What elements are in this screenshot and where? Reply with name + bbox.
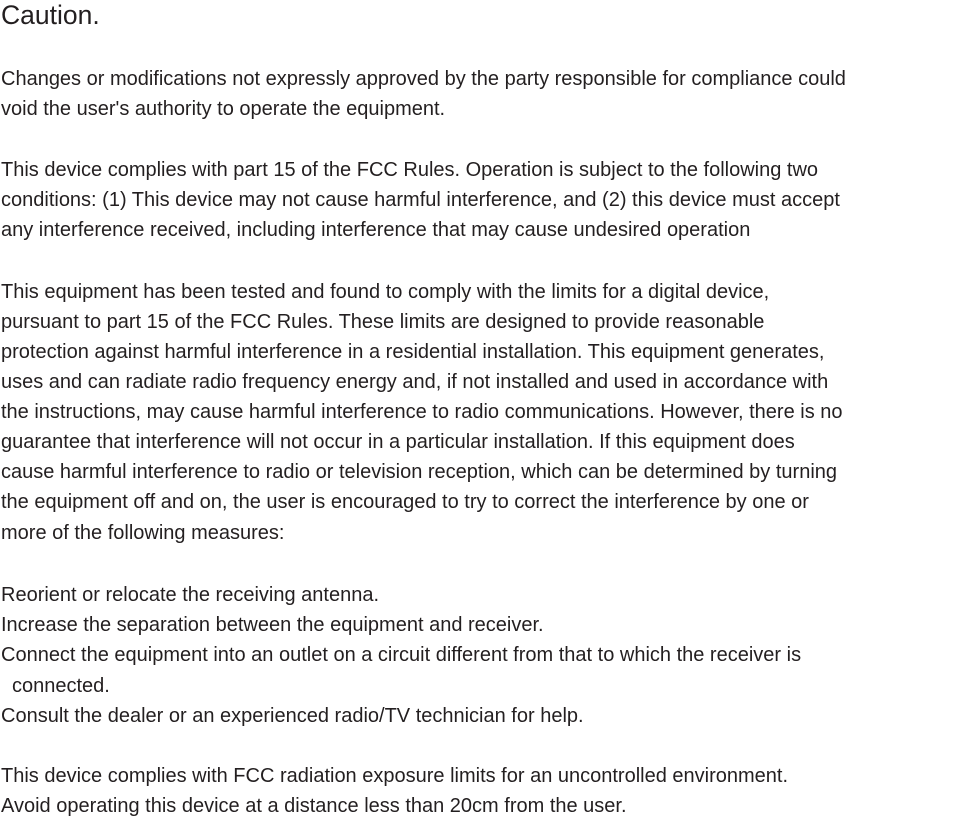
measure-item: Consult the dealer or an experienced radio/TV technician for help. [1, 705, 584, 727]
measure-item: Connect the equipment into an outlet on a circuit different from that to which the receiver is [1, 644, 802, 666]
text-line: more of the following measures: [1, 522, 285, 544]
text-line: void the user's authority to operate the equipment. [1, 98, 446, 120]
text-line: guarantee that interference will not occur in a particular installation. If this equipment does [1, 431, 795, 453]
text-line: pursuant to part 15 of the FCC Rules. These limits are designed to provide reasonable [1, 311, 765, 333]
text-line: This equipment has been tested and found to comply with the limits for a digital device, [1, 281, 770, 303]
text-line: conditions: (1) This device may not cause harmful interference, and (2) this device must accept [1, 189, 840, 211]
measure-item: Increase the separation between the equipment and receiver. [1, 614, 544, 636]
text-line: Avoid operating this device at a distance less than 20cm from the user. [1, 795, 627, 817]
text-line: This device complies with part 15 of the FCC Rules. Operation is subject to the following two [1, 159, 819, 181]
measure-item-continuation: connected. [12, 675, 110, 697]
text-line: cause harmful interference to radio or television reception, which can be determined by turning [1, 461, 838, 483]
measure-item: Reorient or relocate the receiving antenna. [1, 584, 380, 606]
text-line: This device complies with FCC radiation exposure limits for an uncontrolled environment. [1, 765, 789, 787]
text-line: protection against harmful interference in a residential installation. This equipment generates, [1, 341, 825, 363]
text-line: uses and can radiate radio frequency energy and, if not installed and used in accordance with [1, 371, 829, 393]
text-line: Changes or modifications not expressly approved by the party responsible for compliance could [1, 68, 846, 90]
caution-heading: Caution. [1, 0, 100, 30]
text-line: the equipment off and on, the user is encouraged to try to correct the interference by one or [1, 491, 809, 513]
text-line: any interference received, including interference that may cause undesired operation [1, 219, 751, 241]
text-line: the instructions, may cause harmful interference to radio communications. However, there is no [1, 401, 843, 423]
